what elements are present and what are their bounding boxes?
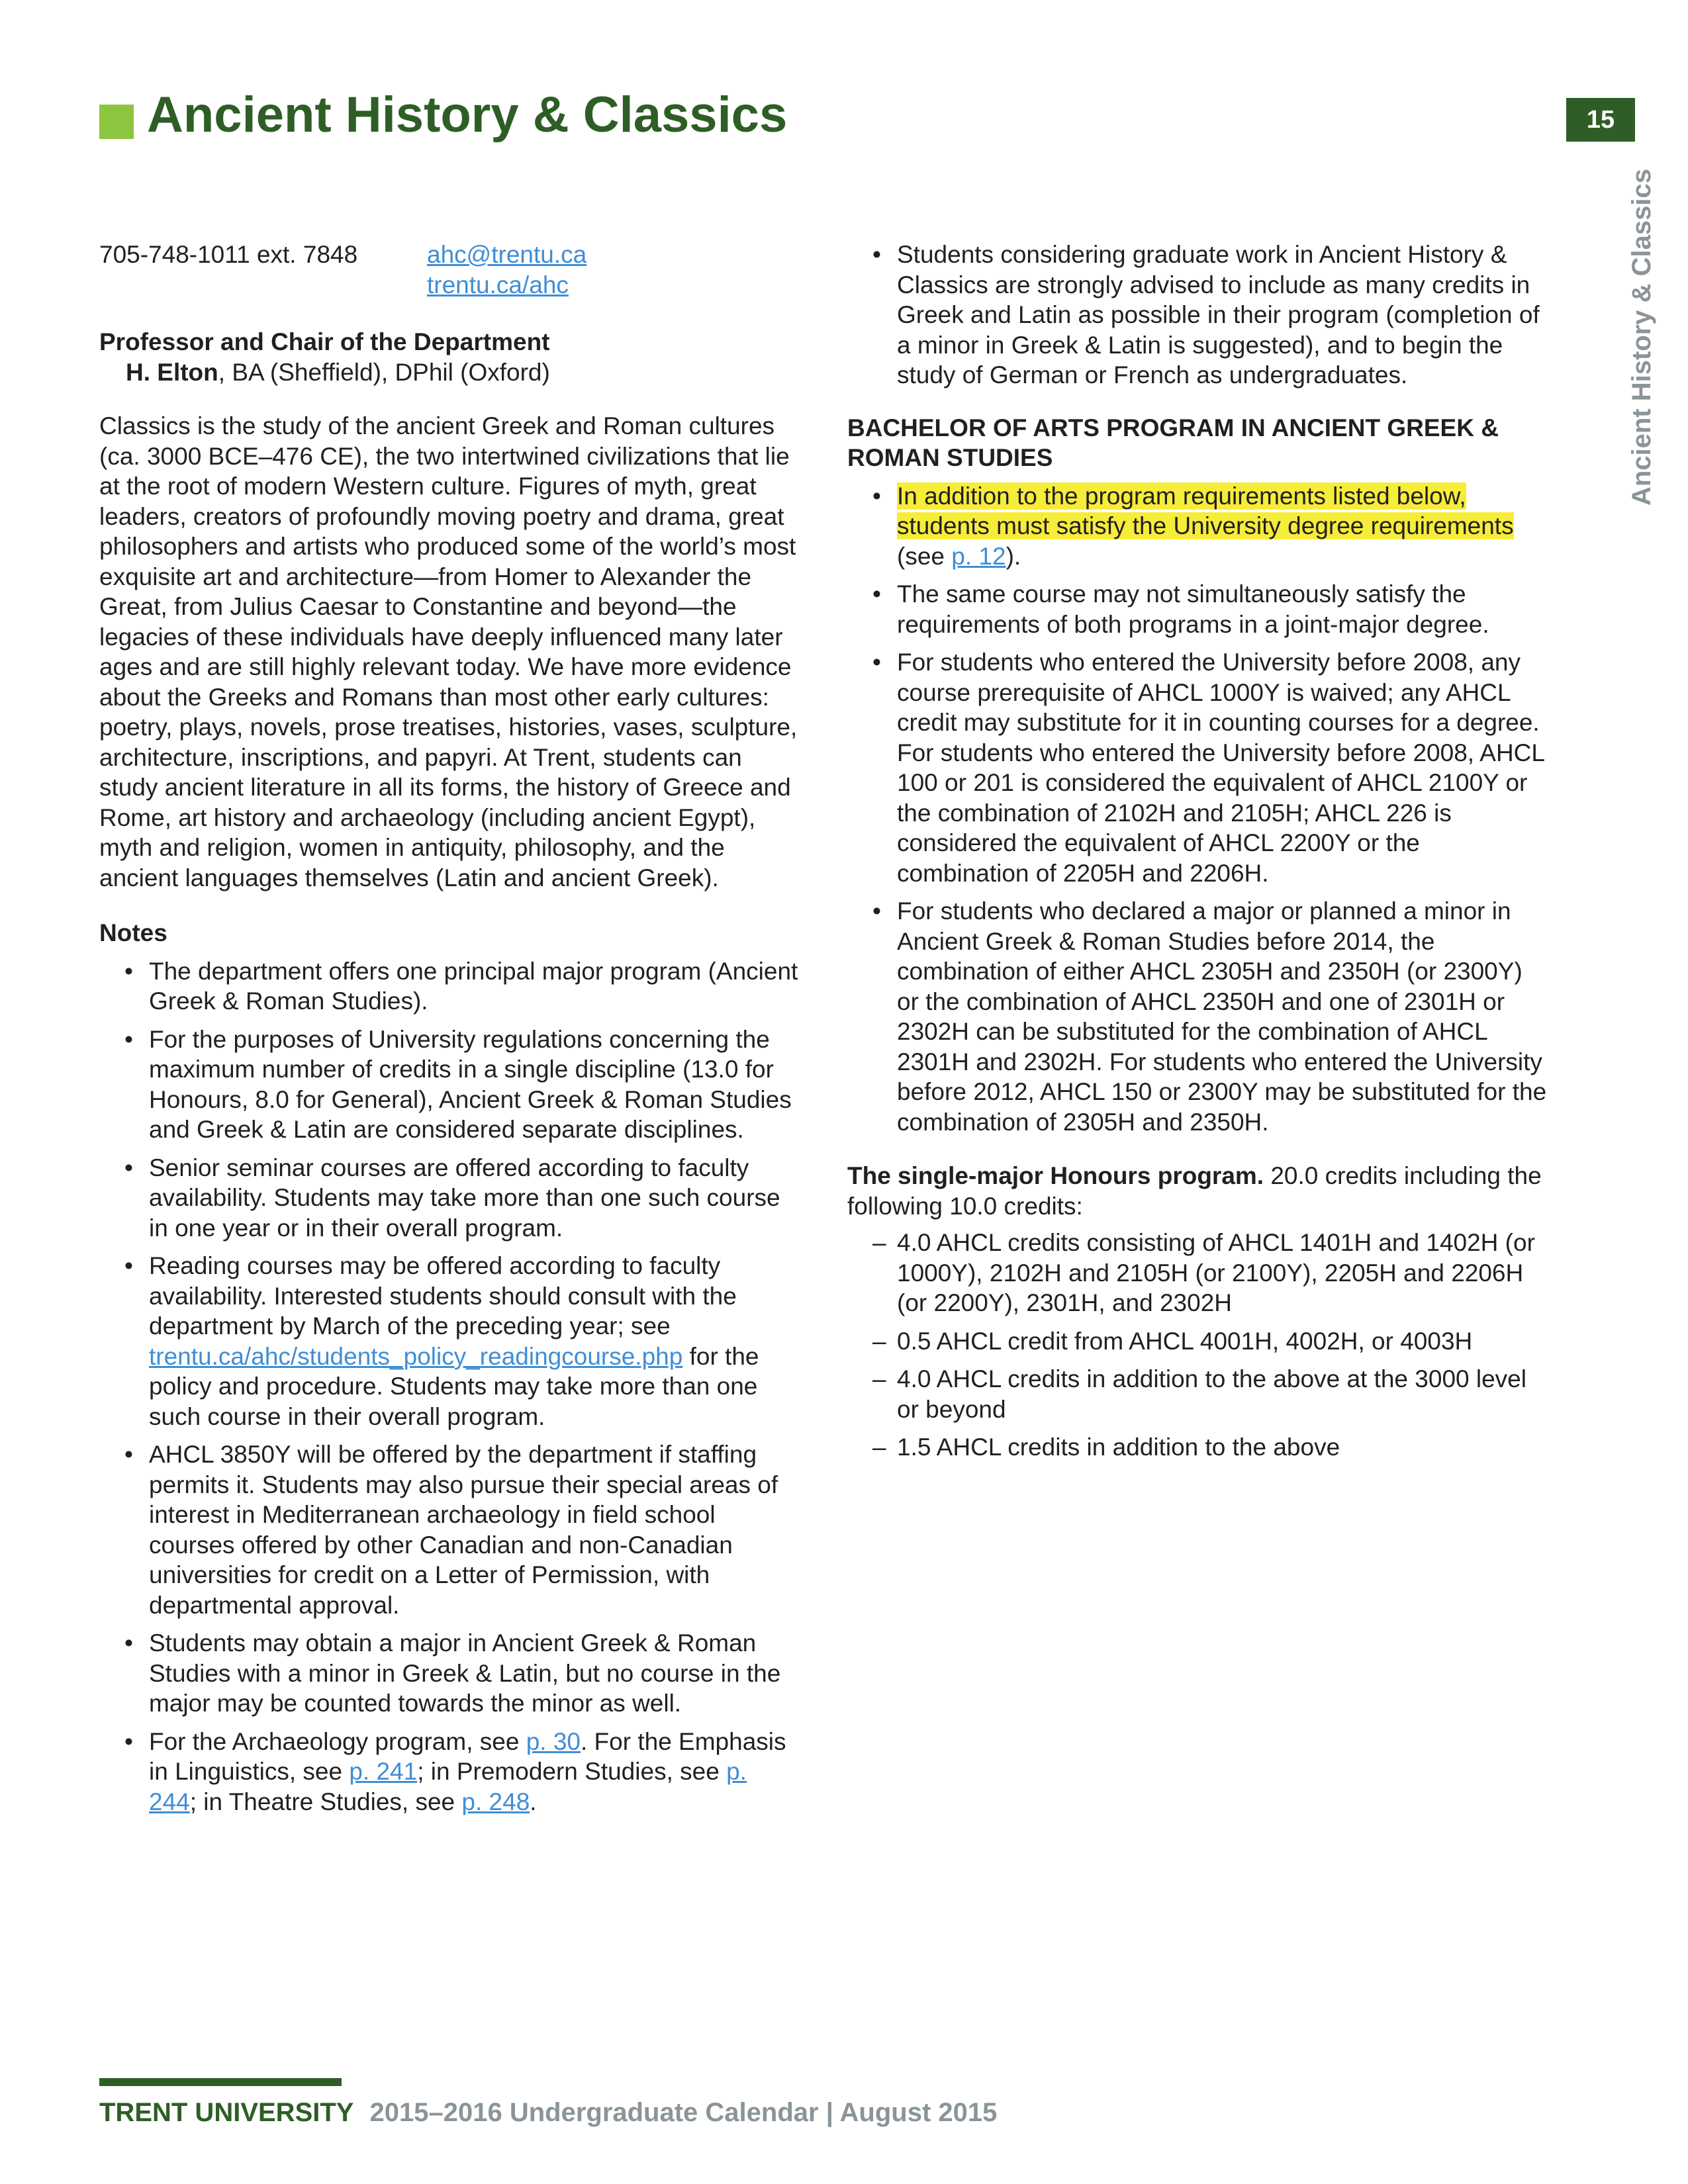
list-item: • For students who declared a major or planned a minor in Ancient Greek & Roman Studies before 2014, the combination of either AHCL 2305H and 2350H (or 2300Y) or the combination of AHCL 2350H and one of 2301H or 2302H can be substituted for the combination of AHCL 2301H and 2302H. For students who entered the University before 2012, AHCL 150 or 2300Y may be substituted for the combination of 2305H and 2350H.: [847, 896, 1549, 1137]
note-text: Reading courses may be offered according to faculty availability. Interested students should consult with the department by March of the preceding year; see: [149, 1252, 737, 1340]
program-notes-list: [847, 481, 1549, 1138]
note-text: For the Archaeology program, see: [149, 1727, 526, 1755]
note-text: .: [530, 1788, 537, 1815]
footer-university: TRENT UNIVERSITY: [99, 2098, 354, 2127]
page-link-248[interactable]: p. 248: [461, 1788, 530, 1815]
contact-block: [99, 240, 801, 300]
honours-program-intro: [847, 1161, 1549, 1221]
list-item: [99, 1251, 801, 1432]
list-item: [99, 1727, 801, 1817]
page-link-30[interactable]: p. 30: [526, 1727, 581, 1755]
website-link[interactable]: trentu.ca/ahc: [427, 271, 569, 298]
note-text: ; in Premodern Studies, see: [417, 1758, 727, 1785]
phone-number: 705-748-1011 ext. 7848: [99, 241, 358, 268]
footer-rule: [99, 2078, 342, 2086]
page-number-badge: 15: [1566, 98, 1635, 142]
list-item: • Students considering graduate work in Ancient History & Classics are strongly advised to include as many credits in Greek and Latin as possible in their program (completion of a minor in Greek & Latin is suggested), and to begin the study of German or French as undergraduates.: [847, 240, 1549, 390]
list-item: – 4.0 AHCL credits in addition to the above at the 3000 level or beyond: [847, 1364, 1549, 1424]
highlighted-text: In addition to the program requirements listed below, students must satisfy the University degree requirements: [897, 482, 1514, 539]
list-item: – 0.5 AHCL credit from AHCL 4001H, 4002H, or 4003H: [847, 1326, 1549, 1357]
note-text: for the policy and procedure. Students may take more than one such course in their overall program.: [149, 1342, 759, 1430]
ba-program-heading: BACHELOR OF ARTS PROGRAM IN ANCIENT GREEK & ROMAN STUDIES: [847, 414, 1499, 471]
faculty-entry: [126, 357, 801, 388]
page-link-241[interactable]: p. 241: [349, 1758, 418, 1785]
right-column: [847, 240, 1549, 1471]
reading-course-link[interactable]: trentu.ca/ahc/students_policy_readingcourse.php: [149, 1342, 683, 1370]
note-text: . For the Emphasis in Linguistics, see: [149, 1727, 786, 1785]
list-item: [847, 481, 1549, 572]
intro-paragraph: Classics is the study of the ancient Greek and Roman cultures (ca. 3000 BCE–476 CE), the two intertwined civilizations that lie at the root of modern Western culture. Figures of myth, great leaders, creators of profoundly moving poetry and drama, great philosophers and artists who produced some of the world’s most exquisite art and architecture—from Homer to Alexander the Great, from Julius Caesar to Constantine and beyond—the legacies of these individuals have deeply influenced many later ages and are still highly relevant today. We have more evidence about the Greeks and Romans than most other early cultures: poetry, plays, novels, prose treatises, histories, vases, sculpture, architecture, inscriptions, and papyri. At Trent, students can study ancient literature in all its forms, the history of Greece and Rome, art history and archaeology (including ancient Egypt), myth and religion, women in antiquity, philosophy, and the ancient languages themselves (Latin and ancient Greek).: [99, 412, 798, 891]
footer: [99, 2098, 997, 2128]
note-text: (see: [897, 542, 952, 570]
list-item: • AHCL 3850Y will be offered by the department if staffing permits it. Students may also pursue their special areas of interest in Mediterranean archaeology in field school courses offered by other Canadian and non-Canadian universities for credit on a Letter of Permission, with departmental approval.: [99, 1439, 801, 1620]
side-section-label: Ancient History & Classics: [1627, 169, 1656, 506]
note-text: ; in Theatre Studies, see: [189, 1788, 462, 1815]
list-item: • Senior seminar courses are offered according to faculty availability. Students may take more than one such course in one year or in their overall program.: [99, 1153, 801, 1244]
note-text: ).: [1006, 542, 1021, 570]
honours-text: 20.0 credits including the following 10.0 credits:: [847, 1162, 1542, 1220]
email-link[interactable]: ahc@trentu.ca: [427, 241, 587, 268]
notes-list: [99, 956, 801, 1817]
faculty-heading: Professor and Chair of the Department: [99, 328, 550, 355]
list-item: • For the purposes of University regulations concerning the maximum number of credits in a single discipline (13.0 for Honours, 8.0 for General), Ancient Greek & Roman Studies and Greek & Latin are considered separate disciplines.: [99, 1024, 801, 1145]
list-item: – 1.5 AHCL credits in addition to the above: [847, 1432, 1549, 1463]
honours-title: The single-major Honours program.: [847, 1162, 1264, 1189]
graduate-note-list: [847, 240, 1549, 390]
page-title: Ancient History & Classics: [147, 87, 788, 143]
list-item: • The department offers one principal major program (Ancient Greek & Roman Studies).: [99, 956, 801, 1017]
faculty-name: H. Elton: [126, 358, 218, 386]
list-item: • The same course may not simultaneously satisfy the requirements of both programs in a joint-major degree.: [847, 579, 1549, 639]
list-item: • Students may obtain a major in Ancient Greek & Roman Studies with a minor in Greek & Latin, but no course in the major may be counted towards the minor as well.: [99, 1628, 801, 1719]
footer-calendar: 2015–2016 Undergraduate Calendar | August 2015: [369, 2098, 998, 2127]
left-column: [99, 240, 801, 1825]
notes-heading: Notes: [99, 919, 167, 946]
honours-requirements-list: [847, 1228, 1549, 1463]
page-link-12[interactable]: p. 12: [951, 542, 1006, 570]
list-item: – 4.0 AHCL credits consisting of AHCL 1401H and 1402H (or 1000Y), 2102H and 2105H (or 2100Y), 2205H and 2206H (or 2200Y), 2301H, and 2302H: [847, 1228, 1549, 1318]
header-square-marker: [99, 105, 134, 139]
list-item: • For students who entered the University before 2008, any course prerequisite of AHCL 1000Y is waived; any AHCL credit may substitute for it in counting courses for a degree. For students who entered the University before 2008, AHCL 100 or 201 is considered the equivalent of AHCL 2100Y or the combination of 2102H and 2105H; AHCL 226 is considered the equivalent of AHCL 2200Y or the combination of 2205H and 2206H.: [847, 647, 1549, 888]
page-link-244[interactable]: p. 244: [149, 1758, 747, 1815]
faculty-credentials: , BA (Sheffield), DPhil (Oxford): [218, 358, 550, 386]
